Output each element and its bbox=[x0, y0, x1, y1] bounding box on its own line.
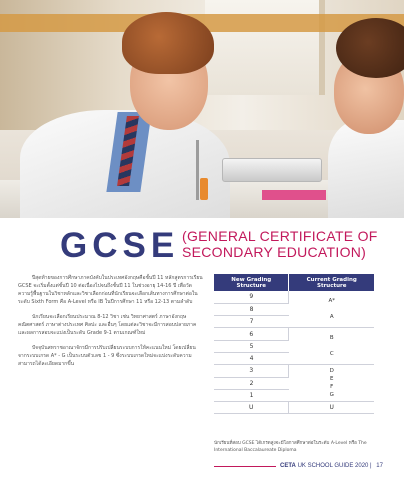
new-grade-cell: 4 bbox=[214, 352, 289, 364]
current-grade-g: G bbox=[329, 392, 334, 399]
body-paragraph-1: ปีสุดท้ายของการศึกษาภาคบังคับในประเทศอังกฤษคือชั้นปี 11 หลักสูตรการเรียน GCSE จะเริ่มตั้งแต่ชั้นปี 10 ต่อเนื่องไปจนถึงชั้นปี 11 ในช่วงอายุ 14-16 ปี เพื่อวัดความรู้พื้นฐานในวิชาหลักและวิชาเลือกก่อนที่นักเรียนจะเลือกเส้นทางการศึกษาต่อในระดับ Sixth Form คือ A-Level หรือ IB ในปีการศึกษา 11 หรือ 12-13 ตามลำดับ bbox=[18, 275, 203, 305]
page-number: 17 bbox=[376, 463, 383, 469]
footer-brand: CETA bbox=[280, 463, 296, 469]
current-grade-a: A bbox=[329, 314, 334, 321]
current-grade-f: F bbox=[330, 384, 334, 391]
photo-retort-stand bbox=[196, 140, 199, 200]
current-grade-cell bbox=[289, 291, 374, 328]
table-row bbox=[214, 291, 374, 303]
section-heading bbox=[60, 224, 400, 268]
photo-student-left-hair bbox=[122, 12, 214, 74]
current-grade-cell bbox=[289, 328, 374, 365]
heading-subtitle bbox=[182, 228, 378, 260]
footer-divider: | bbox=[370, 463, 372, 469]
footer-rule bbox=[214, 466, 276, 467]
new-grade-cell: 9 bbox=[214, 291, 289, 303]
current-grade-a-star: A* bbox=[328, 298, 335, 305]
current-grade-e: E bbox=[330, 376, 334, 383]
current-grade-b: B bbox=[329, 335, 334, 342]
page-footer bbox=[280, 462, 390, 470]
table-row bbox=[214, 365, 374, 377]
current-grade-cell bbox=[289, 365, 374, 402]
current-grade-d: D bbox=[329, 368, 334, 375]
hero-photo bbox=[0, 0, 404, 218]
table-header-row bbox=[214, 274, 374, 291]
current-grade-cell: U bbox=[289, 402, 374, 414]
body-paragraph-3: ปัจจุบันสหราชอาณาจักรมีการปรับเปลี่ยนระบบการให้คะแนนใหม่ โดยเปลี่ยนจากระบบเกรด A* - G เป็นระบบตัวเลข 1 - 9 ซึ่งระบบเกรดใหม่จะแบ่งระดับความสามารถได้ละเอียดมากขึ้น bbox=[18, 345, 196, 367]
header-new-grading: New Grading Structure bbox=[214, 274, 289, 291]
new-grade-cell: 8 bbox=[214, 303, 289, 315]
table-row bbox=[214, 328, 374, 340]
photo-lab-apparatus bbox=[222, 158, 322, 182]
heading-title: GCSE bbox=[60, 226, 180, 265]
table-footnote: นักเรียนที่สอบ GCSE ได้เกรดสูงจะมีโอกาสศึกษาต่อในระดับ A-Level หรือ The International Baccalaureate Diploma bbox=[214, 441, 367, 453]
new-grade-cell: 1 bbox=[214, 389, 289, 401]
grading-table bbox=[214, 274, 374, 414]
body-paragraph-2: นักเรียนจะเลือกเรียนประมาณ 8-12 วิชา เช่น วิทยาศาสตร์ ภาษาอังกฤษ คณิตศาสตร์ ภาษาต่างประเทศ ศิลปะ และอื่นๆ โดยแต่ละวิชาจะมีการสอบปลายภาค และผลการสอบจะแบ่งเป็นระดับ Grade 9-1 ตามเกณฑ์ใหม่ bbox=[18, 314, 197, 336]
current-grade-c: C bbox=[329, 351, 334, 358]
photo-test-tube bbox=[200, 178, 208, 200]
body-text-column bbox=[18, 274, 204, 375]
heading-subtitle-line-2: SECONDARY EDUCATION) bbox=[182, 244, 367, 260]
new-grade-cell: 3 bbox=[214, 365, 289, 377]
new-grade-cell: U bbox=[214, 402, 289, 414]
table-row bbox=[214, 402, 374, 414]
new-grade-cell: 2 bbox=[214, 377, 289, 389]
new-grade-cell: 5 bbox=[214, 340, 289, 352]
header-current-grading: Current Grading Structure bbox=[289, 274, 374, 291]
new-grade-cell: 7 bbox=[214, 316, 289, 328]
new-grade-cell: 6 bbox=[214, 328, 289, 340]
footer-guide-title: UK SCHOOL GUIDE 2020 bbox=[297, 463, 369, 469]
photo-pink-label bbox=[262, 190, 326, 200]
photo-student-right-labcoat bbox=[328, 120, 404, 218]
heading-subtitle-line-1: (GENERAL CERTIFICATE OF bbox=[182, 228, 378, 244]
